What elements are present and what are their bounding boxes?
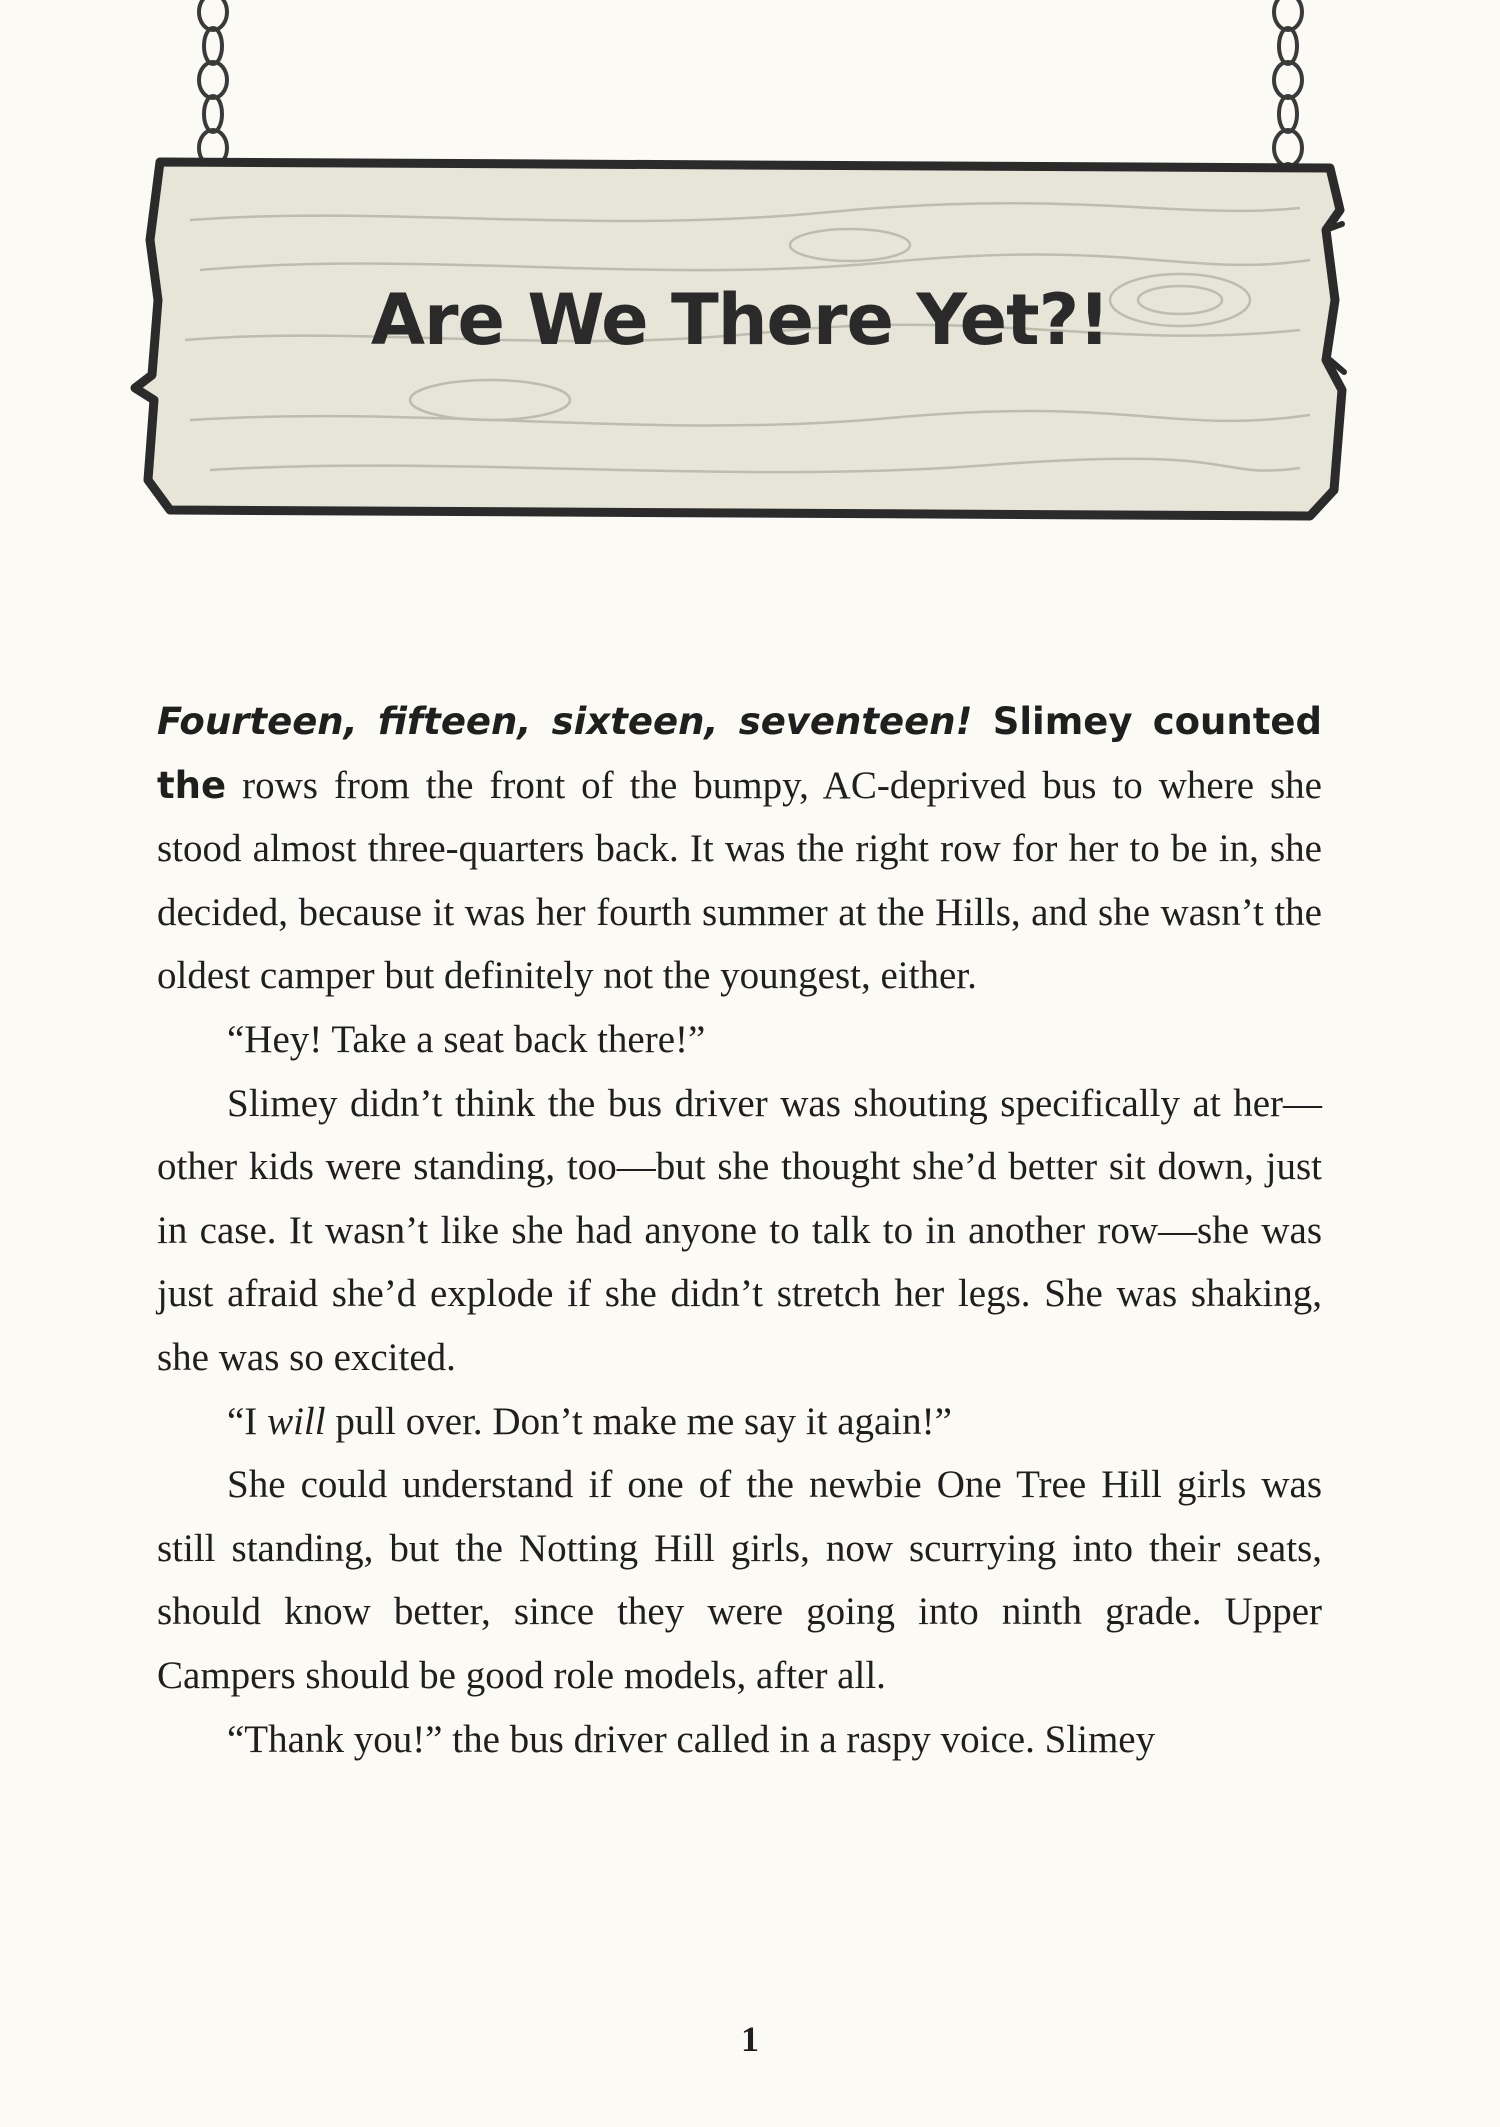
chapter-title: Are We There Yet?! (370, 279, 1110, 361)
opening-italic-text: Fourteen, fifteen, sixteen, seventeen! (157, 700, 973, 743)
emphasis-text: will (267, 1399, 326, 1443)
paragraph: “Thank you!” the bus driver called in a raspy voice. Slimey (227, 1717, 1156, 1761)
body-text (157, 690, 1322, 1771)
page-number: 1 (741, 2019, 759, 2059)
opening-bold-text: Slimey counted the (157, 700, 1322, 807)
paragraph (157, 1390, 1322, 1454)
paragraph-text: pull over. Don’t make me say it again!” (325, 1399, 952, 1443)
paragraph: “Hey! Take a seat back there!” (227, 1017, 706, 1061)
paragraph (157, 690, 1322, 1008)
paragraph-text: rows from the front of the bumpy, AC-deprived bus to where she stood almost three-quarters back. It was the right row for her to be in, she decided, because it was her fourth summer at the Hills, and she wasn’t the oldest camper but definitely not the youngest, either. (157, 763, 1322, 998)
paragraph: She could understand if one of the newbie One Tree Hill girls was still standing, but the Notting Hill girls, now scurrying into their seats, should know better, since they were going into ninth grade. Upper Campers should be good role models, after all. (157, 1463, 1322, 1697)
paragraph: Slimey didn’t think the bus driver was shouting specifically at her—other kids were standing, too—but she thought she’d better sit down, just in case. It wasn’t like she had anyone to talk to in another row—she was just afraid she’d explode if she didn’t stretch her legs. She was shaking, she was so excited. (157, 1081, 1322, 1379)
paragraph-text: “I (227, 1399, 268, 1443)
